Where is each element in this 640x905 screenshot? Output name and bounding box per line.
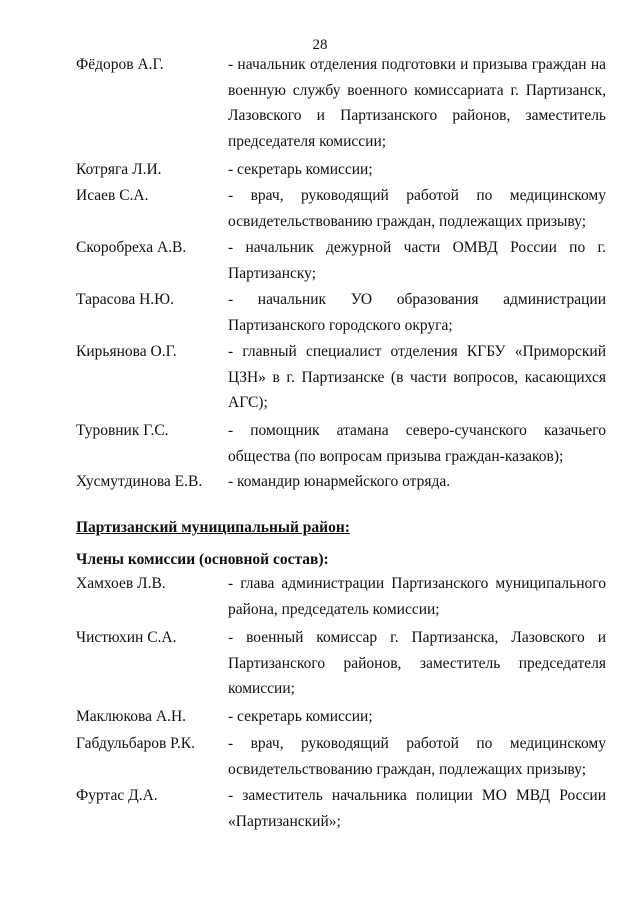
member-name: Хусмутдинова Е.В. <box>76 473 203 490</box>
member-name: Туровник Г.С. <box>76 422 169 439</box>
member-name: Тарасова Н.Ю. <box>76 291 174 308</box>
member-role: - помощник атамана северо-сучанского казачьего общества (по вопросам призыва граждан-казаков); <box>228 422 606 465</box>
member-name: Фёдоров А.Г. <box>76 56 164 73</box>
page-number: 28 <box>312 37 328 53</box>
member-role: - главный специалист отделения КГБУ «Приморский ЦЗН» в г. Партизанске (в части вопросов, касающихся АГС); <box>228 343 606 412</box>
member-role: - начальник дежурной части ОМВД России по г. Партизанску; <box>228 239 606 282</box>
member-name: Исаев С.А. <box>76 187 149 204</box>
member-name: Габдульбаров Р.К. <box>76 735 195 752</box>
member-name: Маклюкова А.Н. <box>76 708 187 725</box>
member-role: - начальник отделения подготовки и призыва граждан на военную службу военного комиссариата г. Партизанск, Лазовского и Партизанского районов, заместитель председателя комиссии; <box>228 56 606 150</box>
member-role: - начальник УО образования администрации Партизанского городского округа; <box>228 291 606 334</box>
member-role: - секретарь комиссии; <box>228 708 373 725</box>
section-title: Партизанский муниципальный район: <box>76 519 350 536</box>
member-role: - командир юнармейского отряда. <box>228 473 451 490</box>
member-name: Хамхоев Л.В. <box>76 575 166 592</box>
member-name: Котряга Л.И. <box>76 161 162 178</box>
member-role: - врач, руководящий работой по медицинскому освидетельствованию граждан, подлежащих призыву; <box>228 735 606 778</box>
member-role: - врач, руководящий работой по медицинскому освидетельствованию граждан, подлежащих призыву; <box>228 187 606 230</box>
member-role: - секретарь комиссии; <box>228 161 373 178</box>
member-name: Кирьянова О.Г. <box>76 343 177 360</box>
member-role: - глава администрации Партизанского муниципального района, председатель комиссии; <box>228 575 606 618</box>
member-role: - военный комиссар г. Партизанска, Лазовского и Партизанского районов, заместитель председателя комиссии; <box>228 629 606 698</box>
subsection-title: Члены комиссии (основной состав): <box>76 551 329 568</box>
member-name: Фуртас Д.А. <box>76 787 158 804</box>
member-role: - заместитель начальника полиции МО МВД России «Партизанский»; <box>228 787 606 830</box>
member-name: Чистюхин С.А. <box>76 629 177 646</box>
member-name: Скоробреха А.В. <box>76 239 187 256</box>
